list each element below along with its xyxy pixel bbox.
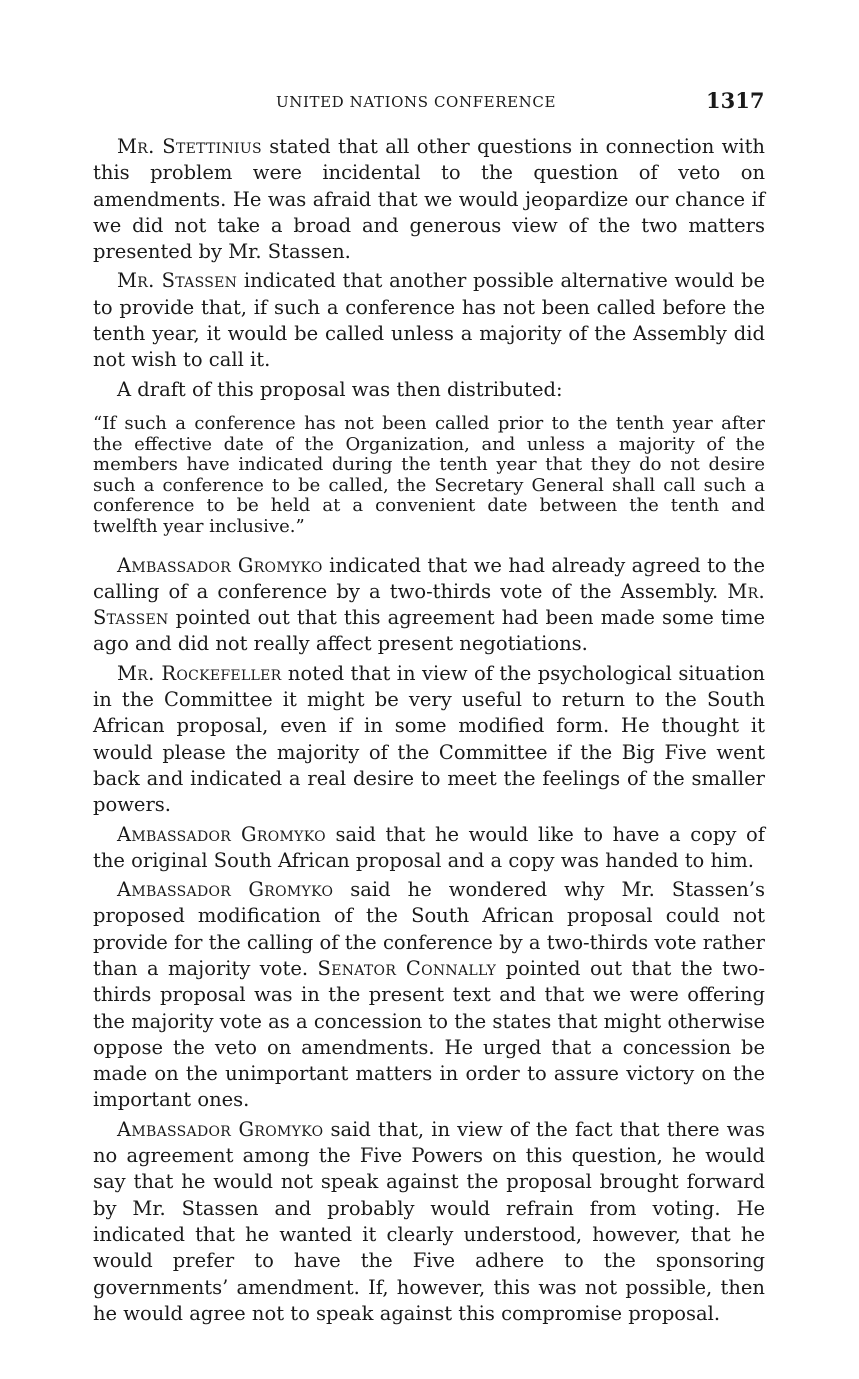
speaker-name: Ambassador Gromyko — [117, 878, 334, 902]
speaker-name: Mr. Stassen — [117, 269, 238, 293]
paragraph — [93, 134, 765, 265]
paragraph-text: pointed out that this agreement had been made some time ago and did not really affect present negotiations. — [93, 606, 765, 656]
paragraph — [93, 822, 765, 875]
running-head-title: UNITED NATIONS CONFERENCE — [276, 93, 557, 111]
paragraph-text: noted that in view of the psychological situation in the Committee it might be very useful to return to the South African proposal, even if in some modified form. He thought it would please the majority of the Committee if the Big Five went back and indicated a real desire to meet the feelings of the smaller powers. — [93, 661, 765, 817]
paragraph-text: indicated that another possible alternative would be to provide that, if such a conference has not been called before the tenth year, it would be called unless a majority of the Assembly did not wish to call it. — [93, 269, 765, 372]
speaker-name: Ambassador Gromyko — [117, 1117, 324, 1141]
paragraph-text: said he wondered why Mr. Stassen’s proposed modification of the South African proposal could not provide for the calling of the conference by a two-thirds vote rather than a majority vote. — [93, 878, 765, 980]
paragraph-text: A draft of this proposal was then distributed: — [117, 377, 563, 401]
paragraph — [93, 877, 765, 1114]
draft-proposal-quote: “If such a conference has not been called prior to the tenth year after the effective date of the Organization, and unless a majority of the members have indicated during the tenth year that they do not desire such a conference to be called, the Secretary General shall call such a conference to be held at a convenient date between the tenth and twelfth year inclusive.” — [93, 412, 765, 537]
speaker-name: Ambassador Gromyko — [117, 553, 323, 577]
paragraph — [93, 661, 765, 819]
body-text — [93, 134, 765, 1330]
paragraph-text: stated that all other questions in connection with this problem were incidental to the question of veto on amendments. He was afraid that we would jeopardize our chance if we did not take a broad and generous view of the two matters presented by Mr. Stassen. — [93, 135, 765, 264]
paragraph — [93, 377, 765, 403]
speaker-name: Senator Connally — [317, 956, 497, 980]
paragraph-text: pointed out that the two-thirds proposal was in the present text and that we were offering the majority vote as a concession to the states that might otherwise oppose the veto on amendments. He urged that a concession be made on the unimportant matters in order to assure victory on the important ones. — [93, 956, 765, 1112]
speaker-name: Mr. Stassen — [93, 579, 765, 630]
speaker-name: Mr. Stettinius — [117, 135, 262, 158]
page-number: 1317 — [706, 88, 765, 113]
speaker-name: Mr. Rockefeller — [117, 661, 282, 685]
paragraph-text: indicated that we had already agreed to the calling of a conference by a two-thirds vote of the Assembly. — [93, 553, 766, 603]
paragraph-text: said that he would like to have a copy of the original South African proposal and a copy was handed to him. — [93, 822, 766, 872]
paragraph — [93, 268, 765, 373]
paragraph — [93, 553, 765, 658]
paragraph-text: said that, in view of the fact that there was no agreement among the Five Powers on this question, he would say that he would not speak against the proposal brought forward by Mr. Stassen and probably would refrain from voting. He indicated that he wanted it clearly understood, however, that he would prefer to have the Five adhere to the sponsoring governments’ amendment. If, however, this was not possible, then he would agree not to speak against this compromise proposal. — [93, 1117, 766, 1325]
running-head — [0, 88, 859, 118]
paragraph — [93, 1117, 765, 1327]
speaker-name: Ambassador Gromyko — [117, 822, 326, 846]
